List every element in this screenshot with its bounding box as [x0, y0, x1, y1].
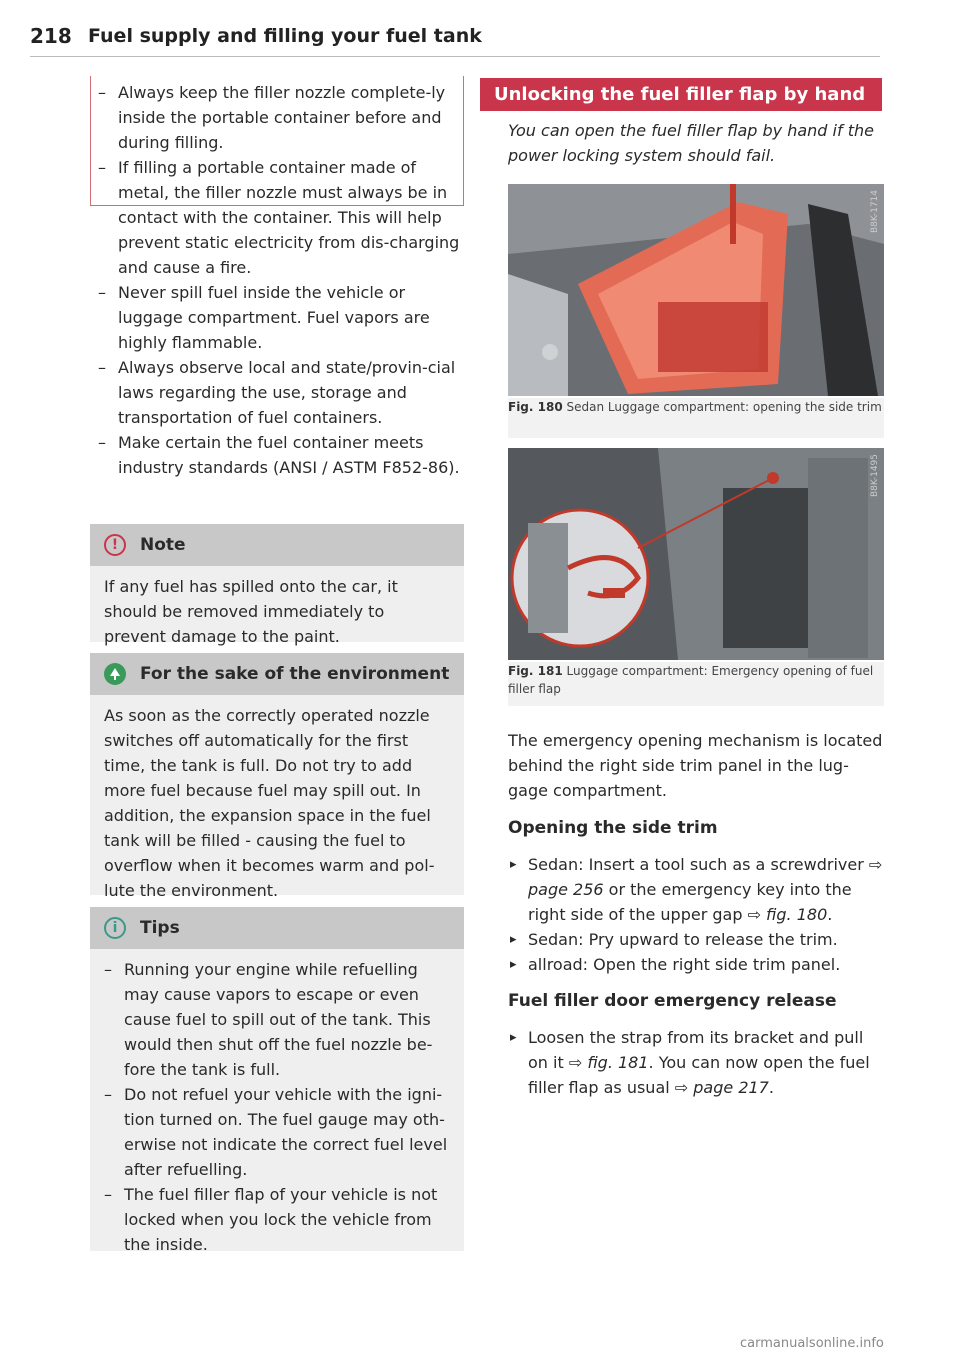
environment-text: As soon as the correctly operated nozzle switches off automatically for the first time, the tank is full. Do not try to add more fuel because fuel may spill out. In addition, the expansion space in the fuel tank will be filled - causing the fuel to overflow when it becomes warm and pol-lute the environment.: [104, 706, 435, 900]
step-item: ▸ Sedan: Pry upward to release the trim.: [508, 927, 888, 952]
tips-heading-text: Tips: [140, 918, 180, 938]
page-217-link[interactable]: ⇨ page 217: [674, 1078, 769, 1097]
figure-181-label: Fig. 181: [508, 664, 563, 678]
note-text: If any fuel has spilled onto the car, it should be removed immediately to prevent damage to the paint.: [104, 577, 398, 646]
step-text: .: [827, 905, 833, 924]
watermark: carmanualsonline.info: [740, 1336, 884, 1351]
page-number: 218: [30, 24, 72, 48]
environment-heading: [90, 653, 464, 695]
warning-list: [90, 80, 460, 480]
note-heading: [90, 524, 464, 566]
warning-item: – Always keep the filler nozzle complete-ly inside the portable container before and during filling.: [90, 80, 460, 155]
figure-181-caption: [508, 662, 884, 706]
tip-item: – The fuel filler flap of your vehicle is not locked when you lock the vehicle from the inside.: [104, 1182, 450, 1257]
exclamation-circle-icon: !: [104, 534, 126, 556]
figure-180-caption-text: Sedan Luggage compartment: opening the side trim: [566, 400, 882, 414]
tip-item: – Running your engine while refuelling may cause vapors to escape or even cause fuel to spill out of the tank. This would then shut off the fuel nozzle be-fore the tank is full.: [104, 957, 450, 1082]
fig-181-link[interactable]: ⇨ fig. 181: [568, 1053, 649, 1072]
page-256-link[interactable]: ⇨ page 256: [528, 855, 883, 899]
warning-item: – Make certain the fuel container meets industry standards (ANSI / ASTM F852-86).: [90, 430, 460, 480]
warning-item: – Always observe local and state/provin-cial laws regarding the use, storage and transportation of fuel containers.: [90, 355, 460, 430]
step-text: . You can now open the fuel filler flap as usual: [528, 1053, 870, 1097]
warning-item: – Never spill fuel inside the vehicle or luggage compartment. Fuel vapors are highly flammable.: [90, 280, 460, 355]
page-title: Fuel supply and filling your fuel tank: [88, 25, 482, 47]
header-divider: [30, 56, 880, 57]
fig-180-link[interactable]: ⇨ fig. 180: [747, 905, 828, 924]
tips-box: [90, 907, 464, 1254]
environment-heading-text: For the sake of the environment: [140, 664, 450, 684]
section-heading: Unlocking the fuel filler flap by hand: [480, 78, 882, 111]
subheading-side-trim: Opening the side trim: [508, 818, 718, 838]
note-box: [90, 524, 464, 646]
environment-box: [90, 653, 464, 900]
side-trim-steps: [508, 852, 888, 977]
note-heading-text: Note: [140, 535, 186, 555]
tip-item: – Do not refuel your vehicle with the igni-tion turned on. The fuel gauge may oth-erwise not indicate the correct fuel level after refuelling.: [104, 1082, 450, 1182]
tips-body: [90, 949, 464, 1257]
step-text: or the emergency key into the right side of the upper gap: [528, 880, 852, 924]
figure-181-code: B8K-1495: [870, 454, 880, 498]
step-item: [508, 1025, 888, 1100]
emergency-release-steps: [508, 1025, 888, 1100]
step-item: [508, 852, 888, 927]
warning-item: – If filling a portable container made of metal, the filler nozzle must always be in contact with the container. This will help prevent static electricity from dis-charging and cause a fire.: [90, 155, 460, 280]
figure-180-caption: [508, 398, 884, 438]
info-icon: i: [104, 917, 126, 939]
figure-180-image: [508, 184, 884, 396]
step-text: Sedan: Insert a tool such as a screwdriver: [528, 855, 869, 874]
page-header: [30, 24, 880, 56]
subheading-emergency-release: Fuel filler door emergency release: [508, 991, 837, 1011]
section-intro: You can open the fuel filler flap by hand if the power locking system should fail.: [508, 121, 874, 165]
mechanism-paragraph: The emergency opening mechanism is located behind the right side trim panel in the lug-gage compartment.: [508, 731, 883, 800]
step-text: .: [768, 1078, 774, 1097]
figure-180-code: B8K-1714: [870, 190, 880, 234]
tree-icon: [104, 663, 126, 685]
step-item: ▸ allroad: Open the right side trim panel.: [508, 952, 888, 977]
tips-heading: [90, 907, 464, 949]
step-text: Loosen the strap from its bracket and pull on it: [528, 1028, 864, 1072]
figure-180-label: Fig. 180: [508, 400, 563, 414]
figure-181-caption-text: Luggage compartment: Emergency opening of fuel filler flap: [508, 664, 874, 696]
figure-181-image: [508, 448, 884, 660]
